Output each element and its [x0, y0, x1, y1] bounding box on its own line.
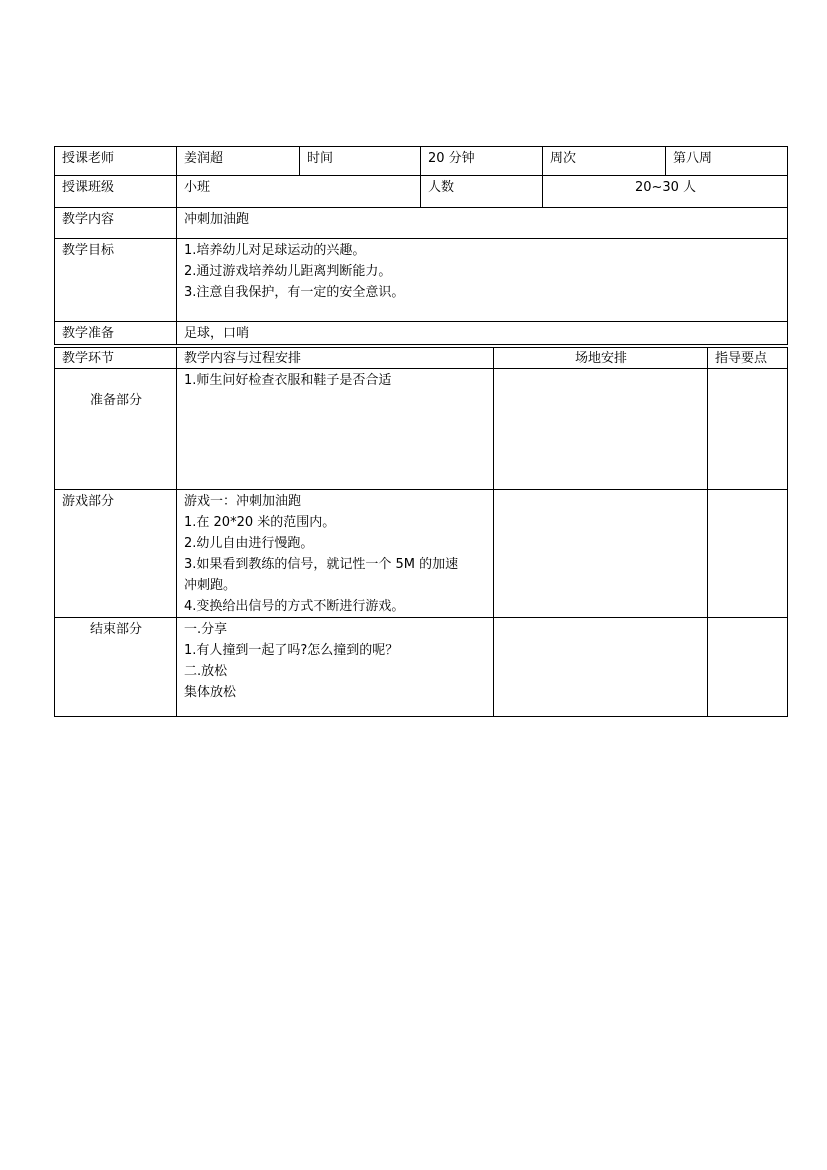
content-line: 二.放松: [184, 664, 228, 679]
stage-venue: [494, 490, 708, 618]
content-line: 1.有人撞到一起了吗?怎么撞到的呢？: [184, 643, 399, 658]
info-row-prep: [55, 322, 788, 345]
stage-venue: [494, 369, 708, 490]
stage-venue: [494, 618, 708, 717]
stage-name: 准备部分: [55, 369, 177, 490]
goal-item: 2.通过游戏培养幼儿距离判断能力。: [184, 264, 392, 279]
class-label: 授课班级: [55, 176, 177, 208]
stage-guidance: [708, 618, 788, 717]
process-row-game: [55, 490, 788, 618]
teacher-value: 姜润超: [177, 147, 300, 176]
content-line: 1.师生问好检查衣服和鞋子是否合适: [184, 373, 392, 388]
teacher-label: 授课老师: [55, 147, 177, 176]
header-stage: 教学环节: [55, 348, 177, 369]
stage-guidance: [708, 369, 788, 490]
content-line: 1.在 20*20 米的范围内。: [184, 515, 336, 530]
count-value: 20~30 人: [543, 176, 788, 208]
content-label: 教学内容: [55, 208, 177, 239]
goal-item: 1.培养幼儿对足球运动的兴趣。: [184, 243, 366, 258]
header-guidance: 指导要点: [708, 348, 788, 369]
lesson-info-table: [54, 146, 788, 345]
prep-label: 教学准备: [55, 322, 177, 345]
content-line: 冲刺跑。: [184, 578, 237, 593]
info-row-class: [55, 176, 788, 208]
goals-label: 教学目标: [55, 239, 177, 322]
content-line: 集体放松: [184, 685, 237, 700]
process-row-end: [55, 618, 788, 717]
prep-value: 足球，口哨: [177, 322, 788, 345]
lesson-process-table: [54, 347, 788, 717]
goal-item: 3.注意自我保护，有一定的安全意识。: [184, 285, 405, 300]
stage-name: 游戏部分: [55, 490, 177, 618]
content-line: 3.如果看到教练的信号，就记性一个 5M 的加速: [184, 557, 459, 572]
info-row-content: [55, 208, 788, 239]
stage-guidance: [708, 490, 788, 618]
week-label: 周次: [543, 147, 666, 176]
time-value: 20 分钟: [421, 147, 543, 176]
content-line: 一.分享: [184, 622, 228, 637]
content-line: 4.变换给出信号的方式不断进行游戏。: [184, 599, 405, 614]
content-line: 2.幼儿自由进行慢跑。: [184, 536, 314, 551]
goals-list: [177, 239, 788, 322]
count-label: 人数: [421, 176, 543, 208]
week-value: 第八周: [666, 147, 788, 176]
content-value: 冲刺加油跑: [177, 208, 788, 239]
process-header-row: [55, 348, 788, 369]
class-value: 小班: [177, 176, 421, 208]
info-row-teacher: [55, 147, 788, 176]
header-venue: 场地安排: [494, 348, 708, 369]
time-label: 时间: [300, 147, 421, 176]
header-content: 教学内容与过程安排: [177, 348, 494, 369]
stage-content: [177, 490, 494, 618]
content-line: 游戏一：冲刺加油跑: [184, 494, 302, 509]
stage-content: [177, 618, 494, 717]
stage-name: 结束部分: [55, 618, 177, 717]
info-row-goals: [55, 239, 788, 322]
stage-content: [177, 369, 494, 490]
process-row-ready: [55, 369, 788, 490]
